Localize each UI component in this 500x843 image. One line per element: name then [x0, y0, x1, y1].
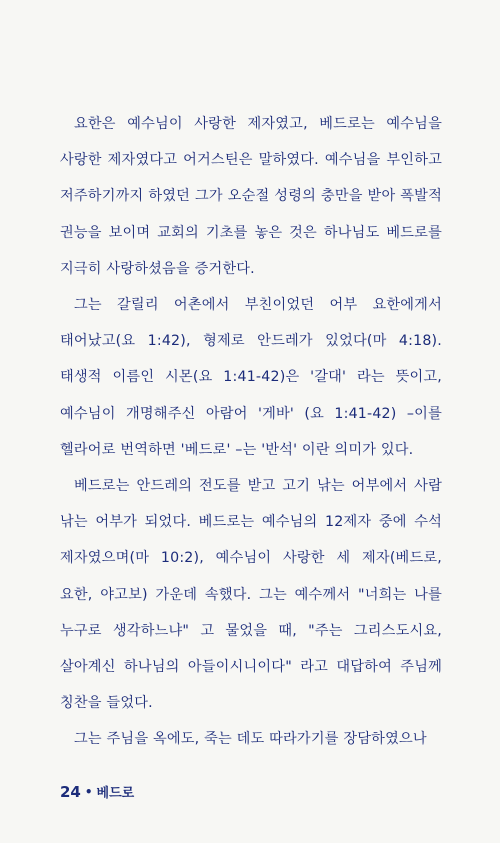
- paragraph-2: 그는 갈릴리 어촌에서 부친이었던 어부 요한에게서 태어났고(요 1:42), 형제로 안드레가 있었다(마 4:18). 태생적 이름인 시몬(요 1:41-42)은 '갈대' 라는 뜻이고, 예수님이 개명해주신 아람어 '게바' (요 1:41-42) –이를 헬라어로 번역하면 '베드로' –는 '반석' 이란 의미가 있다.: [60, 297, 442, 458]
- paragraph-4: 그는 주님을 옥에도, 죽는 데도 따라가기를 장담하였으나: [74, 731, 427, 748]
- paragraph-3: 베드로는 안드레의 전도를 받고 고기 낚는 어부에서 사람 낚는 어부가 되었다. 베드로는 예수님의 12제자 중에 수석 제자였으며(마 10:2), 예수님이 사랑한 세 제자(베드로, 요한, 야고보) 가운데 속했다. 그는 예수께서 "너희는 나를 누구로 생각하느냐" 고 물었을 때, "주는 그리스도시요, 살아계신 하나님의 아들이시니이다" 라고 대답하여 주님께 칭찬을 들었다.: [60, 478, 442, 712]
- page-footer: [60, 782, 134, 801]
- footer-bullet: •: [84, 784, 93, 799]
- running-title: 베드로: [96, 786, 135, 801]
- paragraph-1: 요한은 예수님이 사랑한 제자였고, 베드로는 예수님을 사랑한 제자였다고 어거스틴은 말하였다. 예수님을 부인하고 저주하기까지 하였던 그가 오순절 성령의 충만을 받아 폭발적 권능을 보이며 교회의 기초를 놓은 것은 하나님도 베드로를 지극히 사랑하셨음을 증거한다.: [60, 116, 442, 277]
- body-text: [60, 106, 442, 758]
- page-number: 24: [60, 782, 81, 801]
